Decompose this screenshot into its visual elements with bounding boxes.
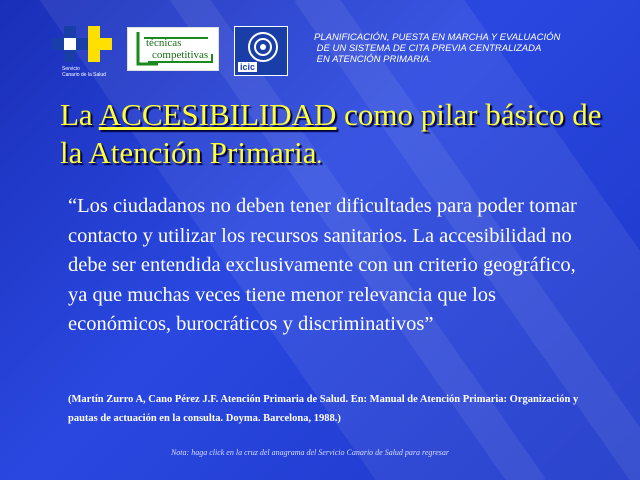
slide-title [60, 96, 620, 175]
scs-logo-label: Servicio Canario de la Salud [62, 66, 106, 78]
title-keyword: ACCESIBILIDAD [98, 97, 337, 132]
logo-tc-line2: competitivas [152, 49, 209, 61]
logo-tc-line1: técnicas [146, 37, 182, 49]
icic-logo-label: icic [240, 62, 256, 72]
title-end: . [316, 143, 323, 168]
title-rest: como pilar básico de la Atención Primaria [60, 97, 602, 170]
title-prefix: La [60, 97, 99, 132]
return-note: Nota: haga click en la cruz del anagrama del Servicio Canario de Salud para regresar [170, 448, 450, 457]
presentation-header-title: PLANIFICACIÓN, PUESTA EN MARCHA Y EVALUACIÓN DE UN SISTEMA DE CITA PREVIA CENTRALIZADA EN ATENCIÓN PRIMARIA. [314, 32, 561, 65]
tecnicas-competitivas-logo [127, 27, 219, 71]
citation-text: (Martín Zurro A, Cano Pérez J.F. Atención Primaria de Salud. En: Manual de Atención Primaria: Organización y pautas de actuación en la consulta. Doyma. Barcelona, 1988.) [68, 394, 579, 424]
quote-text: “Los ciudadanos no deben tener dificultades para poder tomar contacto y utilizar los recursos sanitarios. La accesibilidad no debe ser entendida exclusivamente con un criterio geográfico, ya que muchas veces tiene menor relevancia que los económicos, burocráticos y discriminativos” [68, 195, 577, 335]
